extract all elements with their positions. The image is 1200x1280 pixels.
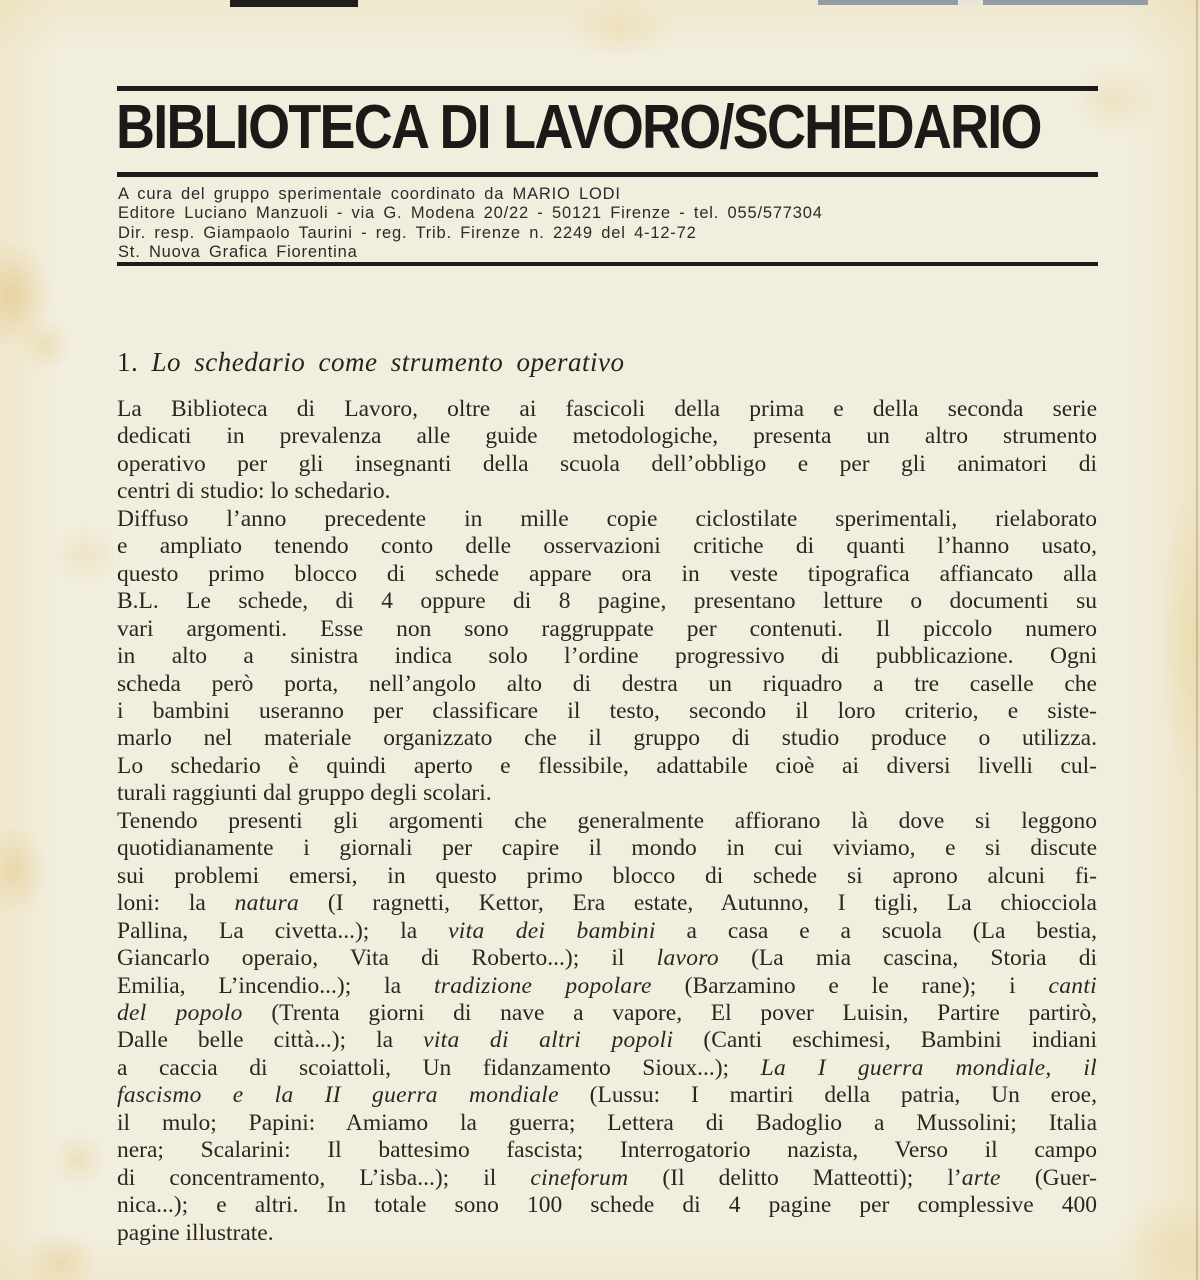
text-segment: di concentramento, L’isba...); il bbox=[117, 1164, 531, 1191]
scan-artifact-top-left bbox=[230, 0, 358, 7]
text-segment: sui problemi emersi, in questo primo blocco di schede si aprono alcuni fi- bbox=[117, 862, 1097, 889]
text-line bbox=[117, 945, 1097, 972]
text-segment: (La mia cascina, Storia di bbox=[718, 945, 1097, 972]
text-line bbox=[117, 808, 1097, 835]
text-segment: Dalle belle città...); la bbox=[117, 1027, 424, 1054]
text-segment: (Lussu: I martiri della patria, Un eroe, bbox=[558, 1082, 1097, 1109]
text-line bbox=[117, 835, 1097, 862]
text-segment: (Il delitto Matteotti); l’ bbox=[628, 1164, 962, 1191]
text-line bbox=[117, 423, 1097, 450]
text-segment: (Trenta giorni di nave a vapore, El pover Luisin, Partire partirò, bbox=[242, 999, 1097, 1026]
italic-text-segment: cineforum bbox=[530, 1164, 629, 1191]
italic-text-segment: vita di altri popoli bbox=[423, 1027, 674, 1054]
text-line bbox=[117, 533, 1097, 560]
masthead-rule-bottom bbox=[117, 262, 1098, 266]
paragraph bbox=[117, 396, 1097, 506]
text-segment: pagine illustrate. bbox=[117, 1219, 274, 1246]
text-line bbox=[117, 616, 1097, 643]
text-segment: loni: la bbox=[117, 890, 235, 917]
imprint-line: St. Nuova Grafica Fiorentina bbox=[118, 243, 358, 262]
text-line bbox=[117, 780, 1097, 807]
text-segment: (Barzamino e le rane); i bbox=[651, 972, 1049, 999]
scan-artifact-top-right bbox=[818, 0, 1148, 5]
text-segment: i bambini useranno per classificare il testo, secondo il loro criterio, e siste- bbox=[117, 697, 1097, 724]
text-segment: in alto a sinistra indica solo l’ordine progressivo di pubblicazione. Ogni bbox=[117, 643, 1097, 670]
text-line bbox=[117, 1220, 1097, 1247]
section-heading bbox=[117, 347, 624, 377]
text-line bbox=[117, 1082, 1097, 1109]
text-segment: B.L. Le schede, di 4 oppure di 8 pagine, presentano letture o documenti su bbox=[117, 588, 1097, 615]
imprint-line: Editore Luciano Manzuoli - via G. Modena 20/22 - 50121 Firenze - tel. 055/577304 bbox=[118, 204, 823, 223]
text-segment: Diffuso l’anno precedente in mille copie ciclostilate sperimentali, rielaborato bbox=[117, 505, 1097, 532]
text-segment: Giancarlo operaio, Vita di Roberto...); il bbox=[117, 945, 657, 972]
italic-text-segment: lavoro bbox=[656, 945, 719, 972]
imprint-line: A cura del gruppo sperimentale coordinato da MARIO LODI bbox=[118, 185, 621, 203]
text-segment: operativo per gli insegnanti della scuola dell’obbligo e per gli animatori di bbox=[117, 450, 1097, 477]
text-line bbox=[117, 725, 1097, 752]
text-line bbox=[117, 1110, 1097, 1137]
text-segment: Lo schedario è quindi aperto e flessibile, adattabile cioè ai diversi livelli cul- bbox=[117, 752, 1097, 779]
section-title: Lo schedario come strumento operativo bbox=[151, 347, 625, 377]
text-segment: (I ragnetti, Kettor, Era estate, Autunno, I tigli, La chiocciola bbox=[299, 890, 1097, 917]
text-segment: dedicati in prevalenza alle guide metodologiche, presenta un altro strumento bbox=[117, 423, 1097, 450]
text-line bbox=[117, 588, 1097, 615]
italic-text-segment: canti bbox=[1048, 972, 1097, 999]
text-segment: e ampliato tenendo conto delle osservazioni critiche di quanti l’hanno usato, bbox=[117, 533, 1097, 560]
text-segment: marlo nel materiale organizzato che il gruppo di studio produce o utilizza. bbox=[117, 725, 1097, 752]
text-segment: a caccia di scoiattoli, Un fidanzamento Sioux...); bbox=[117, 1054, 761, 1081]
text-segment: (Canti eschimesi, Bambini indiani bbox=[673, 1027, 1097, 1054]
text-line bbox=[117, 451, 1097, 478]
text-segment: a casa e a scuola (La bestia, bbox=[655, 917, 1097, 944]
italic-text-segment: vita dei bambini bbox=[448, 917, 656, 944]
text-line bbox=[117, 698, 1097, 725]
text-line bbox=[117, 643, 1097, 670]
text-segment: centri di studio: lo schedario. bbox=[117, 478, 391, 505]
masthead-rule-top bbox=[117, 86, 1098, 91]
scan-edge-right bbox=[1196, 0, 1198, 1280]
text-line bbox=[117, 753, 1097, 780]
text-segment: nica...); e altri. In totale sono 100 schede di 4 pagine per complessive 400 bbox=[117, 1192, 1097, 1219]
page-title: BIBLIOTECA DI LAVORO/SCHEDARIO bbox=[116, 93, 1041, 162]
text-line bbox=[117, 973, 1097, 1000]
text-segment: quotidianamente i giornali per capire il mondo in cui viviamo, e si discute bbox=[117, 835, 1097, 862]
italic-text-segment: natura bbox=[234, 890, 300, 917]
italic-text-segment: arte bbox=[961, 1164, 1001, 1191]
italic-text-segment: del popolo bbox=[117, 999, 243, 1026]
text-segment: nera; Scalarini: Il battesimo fascista; Interrogatorio nazista, Verso il campo bbox=[117, 1137, 1097, 1164]
paragraph bbox=[117, 808, 1097, 1247]
text-line bbox=[117, 506, 1097, 533]
text-line bbox=[117, 1055, 1097, 1082]
text-segment: scheda però porta, nell’angolo alto di destra un riquadro a tre caselle che bbox=[117, 670, 1097, 697]
text-line bbox=[117, 890, 1097, 917]
text-line bbox=[117, 1192, 1097, 1219]
text-line bbox=[117, 561, 1097, 588]
text-line bbox=[117, 863, 1097, 890]
scan-artifact-notch bbox=[958, 0, 983, 5]
italic-text-segment: fascismo e la II guerra mondiale bbox=[117, 1082, 559, 1109]
text-line bbox=[117, 671, 1097, 698]
text-line bbox=[117, 1165, 1097, 1192]
italic-text-segment: tradizione popolare bbox=[433, 972, 652, 999]
section-number: 1. bbox=[117, 347, 152, 377]
text-line bbox=[117, 478, 1097, 505]
paragraph bbox=[117, 506, 1097, 808]
text-segment: questo primo blocco di schede appare ora in veste tipografica affiancato alla bbox=[117, 560, 1097, 587]
masthead-rule-middle bbox=[117, 172, 1098, 177]
text-line bbox=[117, 918, 1097, 945]
italic-text-segment: La I guerra mondiale, il bbox=[760, 1054, 1097, 1081]
text-line bbox=[117, 396, 1097, 423]
body-text bbox=[117, 396, 1097, 1247]
text-segment: turali raggiunti dal gruppo degli scolari. bbox=[117, 780, 492, 807]
text-line bbox=[117, 1137, 1097, 1164]
text-line bbox=[117, 1027, 1097, 1054]
text-segment: (Guer- bbox=[1000, 1164, 1097, 1191]
text-segment: La Biblioteca di Lavoro, oltre ai fascicoli della prima e della seconda serie bbox=[117, 396, 1097, 422]
text-segment: vari argomenti. Esse non sono raggruppate per contenuti. Il piccolo numero bbox=[117, 615, 1097, 642]
imprint-block bbox=[118, 185, 1018, 263]
text-line bbox=[117, 1000, 1097, 1027]
text-segment: il mulo; Papini: Amiamo la guerra; Lettera di Badoglio a Mussolini; Italia bbox=[117, 1109, 1097, 1136]
text-segment: Emilia, L’incendio...); la bbox=[117, 972, 434, 999]
text-segment: Pallina, La civetta...); la bbox=[117, 917, 449, 944]
imprint-line: Dir. resp. Giampaolo Taurini - reg. Trib. Firenze n. 2249 del 4-12-72 bbox=[118, 223, 697, 242]
text-segment: Tenendo presenti gli argomenti che generalmente affiorano là dove si leggono bbox=[117, 807, 1097, 834]
